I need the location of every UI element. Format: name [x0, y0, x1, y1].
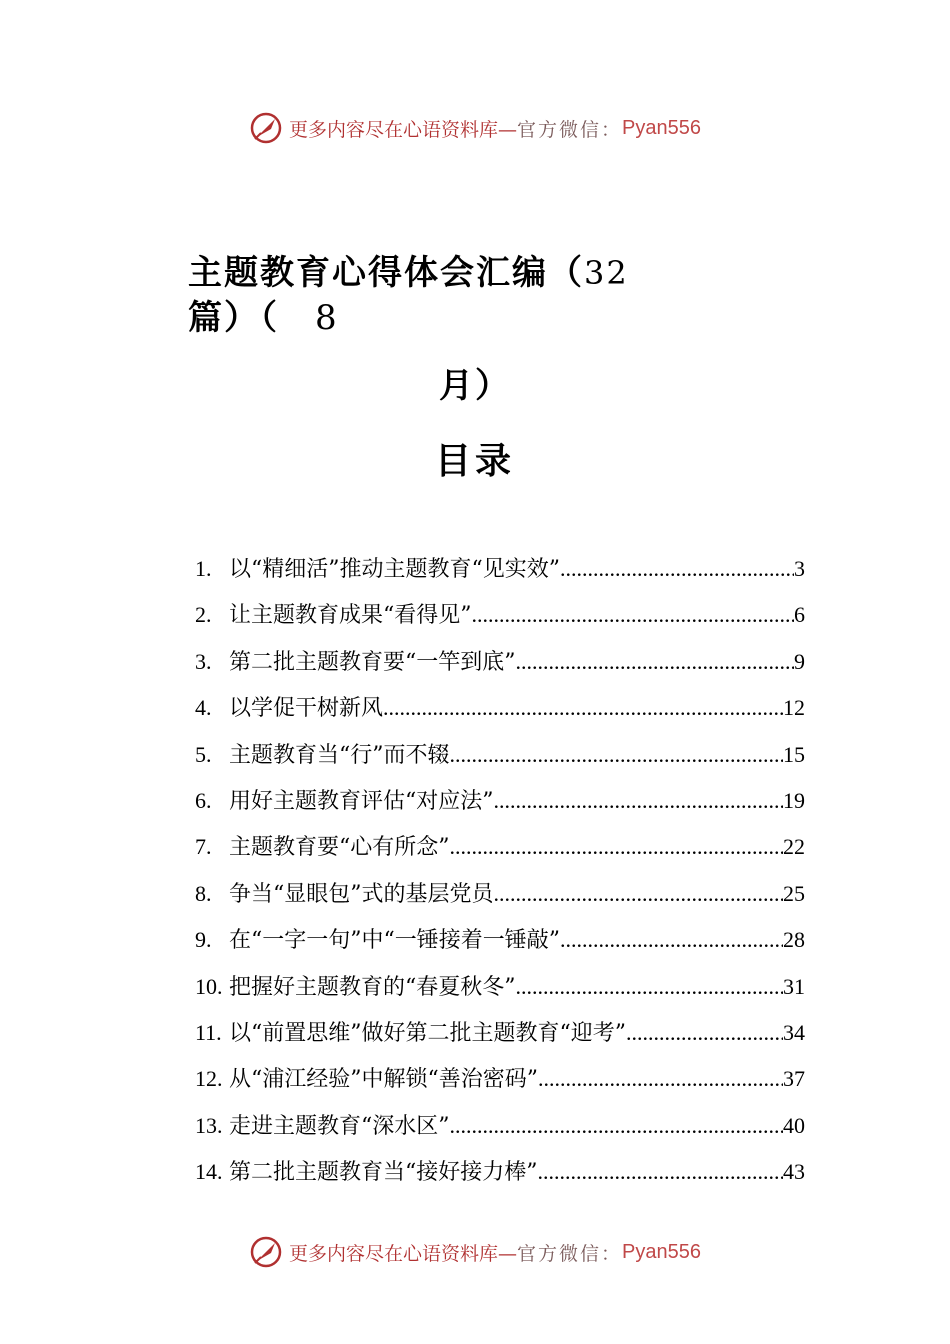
toc-entry-title: 在“一字一句”中“一锤接着一锤敲” [229, 928, 560, 954]
toc-entry-page: 25 [783, 880, 805, 906]
toc-entry-number: 6. [195, 787, 212, 813]
toc-entry-title: 第二批主题教育要“一竿到底” [229, 649, 516, 675]
toc-entry[interactable] [195, 964, 805, 1010]
toc-dot-leader [516, 639, 795, 685]
toc-dot-leader [450, 824, 784, 870]
title-count: 32 [584, 254, 629, 292]
footer-watermark-banner [0, 1232, 950, 1272]
toc-dot-leader [560, 546, 794, 592]
toc-heading: 目录 [434, 440, 515, 482]
toc-dot-leader [494, 778, 784, 824]
toc-entry-title: 以“精细活”推动主题教育“见实效” [229, 557, 560, 582]
toc-entry[interactable] [195, 639, 805, 685]
toc-entry-page: 19 [783, 787, 805, 813]
toc-dot-leader [383, 685, 783, 731]
toc-entry-number: 12. [195, 1066, 223, 1092]
banner-wechat-id: Pyan556 [622, 1240, 701, 1263]
toc-entry-title: 从“浦江经验”中解锁“善治密码” [229, 1067, 538, 1093]
toc-entry-number: 14. [195, 1159, 223, 1185]
toc-dot-leader [516, 964, 784, 1010]
toc-entry-title: 主题教育当“行”而不辍 [229, 742, 450, 768]
toc-dot-leader [450, 1103, 784, 1149]
toc-entry-title: 争当“显眼包”式的基层党员 [229, 881, 494, 907]
toc-entry[interactable] [195, 546, 805, 592]
toc-entry[interactable] [195, 917, 805, 963]
table-of-contents [195, 546, 805, 1195]
toc-dot-leader [494, 871, 784, 917]
toc-dot-leader [560, 917, 783, 963]
toc-entry-number: 11. [195, 1019, 222, 1045]
toc-entry-number: 1. [195, 556, 212, 581]
toc-entry-title: 把握好主题教育的“春夏秋冬” [229, 974, 516, 1000]
toc-entry-title: 主题教育要“心有所念” [229, 835, 450, 861]
toc-entry-number: 8. [195, 880, 212, 906]
toc-entry-number: 9. [195, 927, 212, 953]
quill-pen-icon [249, 111, 283, 145]
document-title-line-1 [188, 245, 629, 294]
toc-entry-title: 以“前置思维”做好第二批主题教育“迎考” [229, 1020, 626, 1046]
toc-entry[interactable] [195, 685, 805, 731]
banner-wechat-label: 官方微信： [517, 1242, 623, 1265]
toc-entry-number: 13. [195, 1112, 223, 1138]
toc-entry-page: 22 [783, 834, 805, 860]
toc-entry-page: 3 [794, 556, 805, 581]
toc-entry-page: 9 [794, 648, 805, 674]
toc-entry-page: 43 [783, 1159, 805, 1185]
toc-entry-number: 10. [195, 973, 223, 999]
toc-entry-page: 40 [783, 1112, 805, 1138]
toc-entry-page: 34 [783, 1019, 805, 1045]
banner-text: 更多内容尽在心语资料库— [289, 1242, 518, 1265]
title-text-2: 篇）（ [188, 298, 279, 338]
toc-dot-leader [450, 732, 784, 778]
toc-entry-page: 28 [783, 927, 805, 953]
toc-entry[interactable] [195, 871, 805, 917]
toc-entry[interactable] [195, 824, 805, 870]
toc-entry-number: 2. [195, 602, 212, 628]
banner-wechat-label: 官方微信： [517, 118, 623, 141]
toc-entry-title: 走进主题教育“深水区” [229, 1113, 450, 1139]
toc-entry[interactable] [195, 778, 805, 824]
toc-entry-title: 用好主题教育评估“对应法” [229, 788, 494, 814]
toc-dot-leader [626, 1010, 783, 1056]
toc-dot-leader [472, 592, 795, 638]
toc-entry-page: 12 [783, 695, 805, 721]
toc-entry[interactable] [195, 1010, 805, 1056]
toc-entry[interactable] [195, 1149, 805, 1195]
banner-wechat-id: Pyan556 [622, 116, 701, 139]
toc-entry-number: 4. [195, 695, 212, 721]
toc-dot-leader [538, 1149, 784, 1195]
banner-text: 更多内容尽在心语资料库— [289, 118, 518, 141]
toc-entry-number: 3. [195, 648, 212, 674]
toc-entry-page: 31 [783, 973, 805, 999]
title-month: 8 [315, 298, 339, 338]
toc-entry-page: 6 [794, 602, 805, 628]
quill-pen-icon [249, 1235, 283, 1269]
toc-entry-title: 让主题教育成果“看得见” [229, 603, 472, 629]
toc-entry-number: 5. [195, 741, 212, 767]
toc-entry[interactable] [195, 592, 805, 638]
header-watermark-banner [0, 108, 950, 148]
toc-entry-title: 以学促干树新风 [229, 696, 384, 722]
toc-entry[interactable] [195, 732, 805, 778]
document-title-line-2 [188, 290, 339, 339]
toc-entry[interactable] [195, 1103, 805, 1149]
document-title-line-3: 月） [439, 366, 511, 406]
toc-entry[interactable] [195, 1056, 805, 1102]
toc-entry-page: 15 [783, 741, 805, 767]
toc-entry-title: 第二批主题教育当“接好接力棒” [229, 1160, 538, 1186]
toc-entry-page: 37 [783, 1066, 805, 1092]
toc-dot-leader [538, 1056, 783, 1102]
toc-entry-number: 7. [195, 834, 212, 860]
title-text-1: 主题教育心得体会汇编（ [188, 253, 584, 293]
